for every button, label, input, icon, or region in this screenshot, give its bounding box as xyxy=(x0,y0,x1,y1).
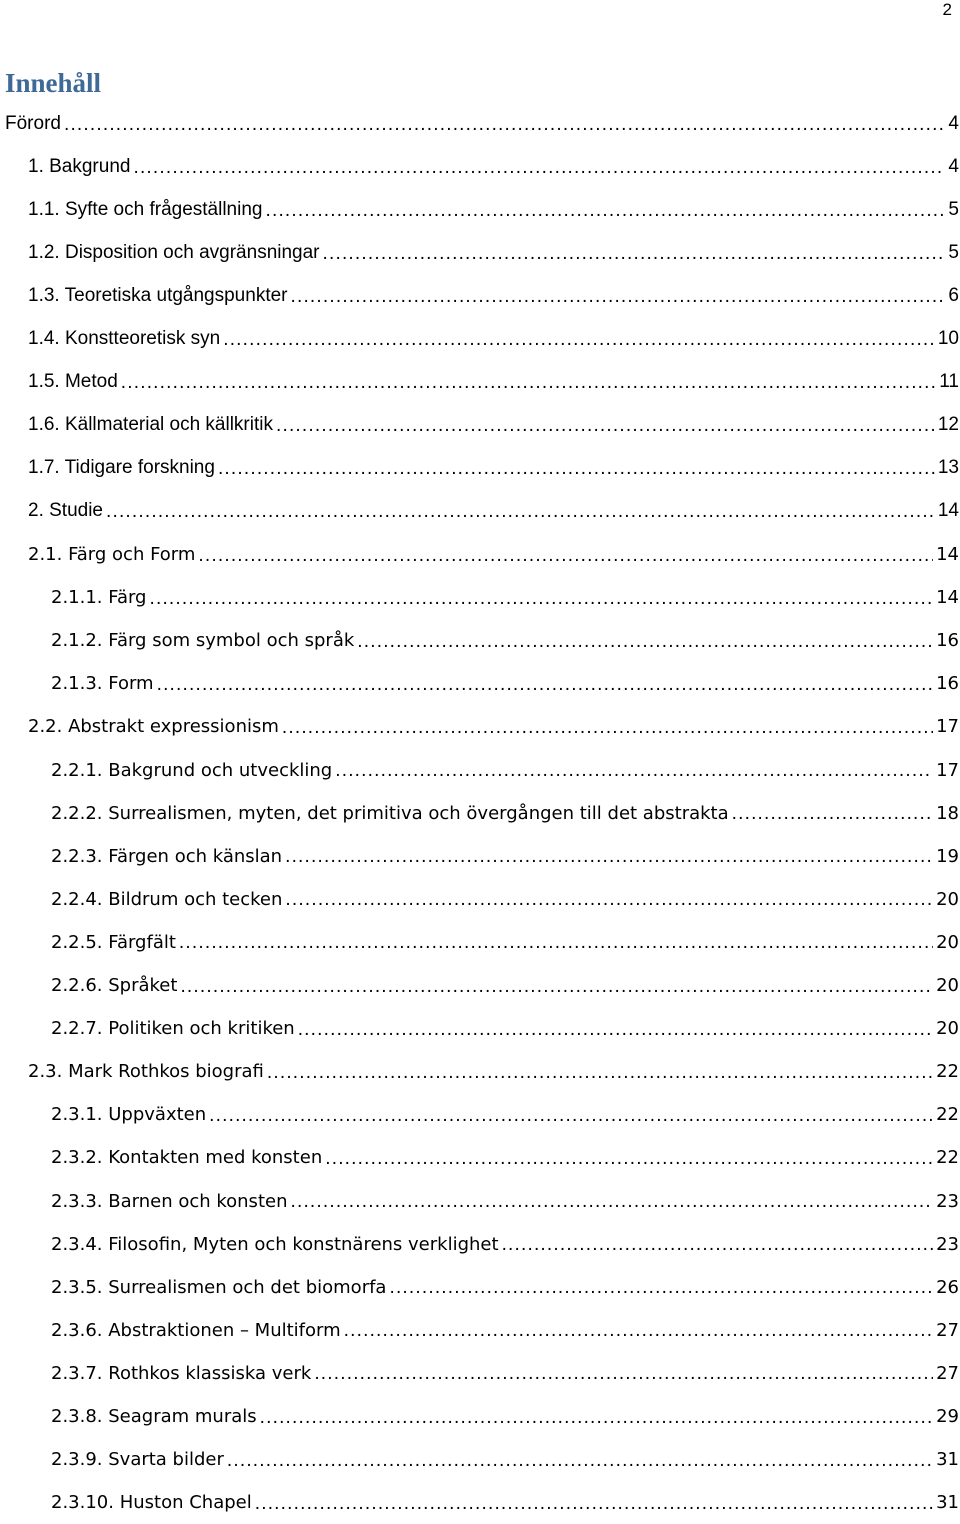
dot-leader xyxy=(276,415,935,437)
dot-leader xyxy=(357,631,933,653)
toc-entry-label: 1.1. Syfte och frågeställning xyxy=(28,198,263,220)
dot-leader xyxy=(223,329,935,351)
dot-leader xyxy=(157,674,934,696)
toc-entry-page: 14 xyxy=(936,587,959,609)
toc-entry[interactable] xyxy=(51,878,960,921)
dot-leader xyxy=(260,1407,933,1429)
dot-leader xyxy=(179,932,933,954)
toc-entry-label: 1.6. Källmaterial och källkritik xyxy=(28,414,273,436)
toc-entry-page: 12 xyxy=(937,414,959,436)
toc-entry-page: 4 xyxy=(948,155,959,177)
toc-entry[interactable] xyxy=(51,662,960,705)
toc-entry-label: 2.3.10. Huston Chapel xyxy=(51,1492,252,1514)
toc-entry[interactable] xyxy=(28,231,960,274)
toc-entry-label: 2.1.3. Form xyxy=(51,673,154,695)
toc-entry-page: 5 xyxy=(948,198,959,220)
toc-entry-page: 20 xyxy=(936,931,959,953)
dot-leader xyxy=(227,1450,933,1472)
dot-leader xyxy=(198,545,933,567)
toc-entry-page: 14 xyxy=(936,544,959,565)
toc-entry-label: 2.3.9. Svarta bilder xyxy=(51,1449,224,1471)
toc-entry[interactable] xyxy=(28,404,960,447)
toc-entry-page: 13 xyxy=(937,457,959,479)
toc-entry-label: 2.3.7. Rothkos klassiska verk xyxy=(51,1362,312,1384)
dot-leader xyxy=(291,286,946,308)
toc-entry-label: 2.3.6. Abstraktionen – Multiform xyxy=(51,1319,341,1341)
toc-entry-page: 29 xyxy=(936,1406,959,1427)
toc-entry-page: 11 xyxy=(939,371,959,393)
toc-entry[interactable] xyxy=(51,835,960,878)
toc-entry[interactable] xyxy=(51,576,960,619)
page-number: 2 xyxy=(942,0,952,19)
toc-entry-label: 2.2.6. Språket xyxy=(51,975,178,996)
toc-entry[interactable] xyxy=(51,1136,960,1179)
toc-entry-label: 2.3. Mark Rothkos biografi xyxy=(28,1061,264,1083)
toc-entry-label: 2.3.8. Seagram murals xyxy=(51,1406,257,1427)
toc-entry[interactable] xyxy=(51,1352,960,1395)
dot-leader xyxy=(64,114,945,136)
toc-entry[interactable] xyxy=(28,705,960,748)
dot-leader xyxy=(732,803,933,825)
toc-entry-page: 14 xyxy=(937,500,959,522)
toc-entry-label: 2.3.5. Surrealismen och det biomorfa xyxy=(51,1276,387,1298)
toc-entry[interactable] xyxy=(28,188,960,231)
toc-entry[interactable] xyxy=(51,1438,960,1481)
dot-leader xyxy=(282,717,933,739)
toc-entry-label: 2.1.2. Färg som symbol och språk xyxy=(51,630,355,652)
toc-entry-page: 10 xyxy=(937,328,959,349)
toc-entry[interactable] xyxy=(51,964,960,1007)
toc-entry[interactable] xyxy=(28,447,960,490)
toc-entry-page: 4 xyxy=(948,112,959,134)
toc-entry-page: 19 xyxy=(936,845,959,867)
toc-entry-label: 2.1.1. Färg xyxy=(51,587,147,609)
toc-entry[interactable] xyxy=(28,145,960,188)
dot-leader xyxy=(121,372,936,394)
dot-leader xyxy=(344,1320,933,1342)
toc-entry[interactable] xyxy=(51,1266,960,1309)
dot-leader xyxy=(218,458,935,480)
toc-entry-label: 2.3.1. Uppväxten xyxy=(51,1104,207,1126)
toc-entry-label: 2.2.5. Färgfält xyxy=(51,931,176,953)
dot-leader xyxy=(133,157,945,179)
dot-leader xyxy=(106,501,935,523)
dot-leader xyxy=(298,1019,933,1041)
toc-entry[interactable] xyxy=(51,1223,960,1266)
dot-leader xyxy=(255,1493,933,1515)
dot-leader xyxy=(314,1363,933,1385)
toc-entry-page: 20 xyxy=(936,975,959,996)
toc-entry-page: 17 xyxy=(936,759,959,781)
toc-entry[interactable] xyxy=(28,1050,960,1093)
dot-leader xyxy=(267,1062,933,1084)
toc-entry[interactable] xyxy=(51,1395,960,1438)
dot-leader xyxy=(265,200,945,222)
toc-entry[interactable] xyxy=(5,102,960,145)
toc-title: Innehåll xyxy=(5,68,102,98)
toc-entry[interactable] xyxy=(28,361,960,404)
toc-entry-label: 2.1. Färg och Form xyxy=(28,544,196,565)
dot-leader xyxy=(335,760,933,782)
dot-leader xyxy=(502,1234,934,1256)
toc-entry-page: 23 xyxy=(936,1233,959,1255)
toc-entry[interactable] xyxy=(51,619,960,662)
toc-entry[interactable] xyxy=(28,318,960,361)
toc-entry[interactable] xyxy=(28,533,960,576)
toc-entry[interactable] xyxy=(28,274,960,317)
toc-entry-page: 22 xyxy=(936,1104,959,1126)
toc-entry-label: 1.5. Metod xyxy=(28,371,118,393)
toc-entry[interactable] xyxy=(28,490,960,533)
toc-entry-page: 17 xyxy=(936,716,959,738)
dot-leader xyxy=(389,1277,933,1299)
toc-entry-page: 31 xyxy=(936,1449,959,1471)
toc-entry-label: 2.2.1. Bakgrund och utveckling xyxy=(51,759,333,781)
toc-entry[interactable] xyxy=(51,1180,960,1223)
toc-entry-label: 2.2.2. Surrealismen, myten, det primitiva och övergången till det abstrakta xyxy=(51,802,729,824)
toc-entry-label: 2.3.4. Filosofin, Myten och konstnärens verklighet xyxy=(51,1233,499,1255)
toc-entry-page: 16 xyxy=(936,673,959,695)
toc-entry-label: 2. Studie xyxy=(28,500,103,522)
toc-entry[interactable] xyxy=(51,792,960,835)
dot-leader xyxy=(285,889,933,911)
toc-entry-page: 6 xyxy=(948,284,959,306)
dot-leader xyxy=(325,1148,933,1170)
toc-entry-page: 16 xyxy=(936,630,959,652)
toc-entry-label: 1.3. Teoretiska utgångspunkter xyxy=(28,284,288,306)
toc-entry-page: 5 xyxy=(948,241,959,263)
toc-entry-label: 1.2. Disposition och avgränsningar xyxy=(28,241,320,263)
toc-entry-label: 2.2.3. Färgen och känslan xyxy=(51,845,283,867)
toc-entry-label: 2.3.2. Kontakten med konsten xyxy=(51,1147,323,1169)
toc-entry-page: 20 xyxy=(936,1018,959,1040)
toc-entry[interactable] xyxy=(51,1007,960,1050)
toc-entry[interactable] xyxy=(51,1481,960,1524)
dot-leader xyxy=(209,1105,933,1127)
toc-entry-label: 1.4. Konstteoretisk syn xyxy=(28,328,221,349)
toc-entry[interactable] xyxy=(51,749,960,792)
toc-entry-page: 23 xyxy=(936,1190,959,1212)
dot-leader xyxy=(290,1191,933,1213)
toc-entry-page: 31 xyxy=(936,1492,959,1514)
toc-entry[interactable] xyxy=(51,1309,960,1352)
toc-entry-label: 2.3.3. Barnen och konsten xyxy=(51,1190,288,1212)
toc-entry-page: 27 xyxy=(936,1362,959,1384)
toc-entry-label: 2.2. Abstrakt expressionism xyxy=(28,716,279,738)
toc-entry-page: 22 xyxy=(936,1061,959,1083)
toc-entry-label: 2.2.4. Bildrum och tecken xyxy=(51,888,283,910)
toc-entry-page: 22 xyxy=(936,1147,959,1169)
dot-leader xyxy=(149,588,933,610)
toc-entry[interactable] xyxy=(51,1093,960,1136)
toc-entry-label: 2.2.7. Politiken och kritiken xyxy=(51,1018,295,1040)
dot-leader xyxy=(180,976,933,998)
toc-entry-page: 27 xyxy=(936,1319,959,1341)
dot-leader xyxy=(323,243,946,265)
toc-entry-page: 20 xyxy=(936,888,959,910)
toc-entry-label: 1.7. Tidigare forskning xyxy=(28,457,215,479)
dot-leader xyxy=(285,846,933,868)
toc-entry-label: 1. Bakgrund xyxy=(28,155,131,177)
toc-entry-page: 26 xyxy=(936,1276,959,1298)
toc-entry-page: 18 xyxy=(936,802,959,824)
toc-entry[interactable] xyxy=(51,921,960,964)
toc-entry-label: Förord xyxy=(5,112,61,134)
